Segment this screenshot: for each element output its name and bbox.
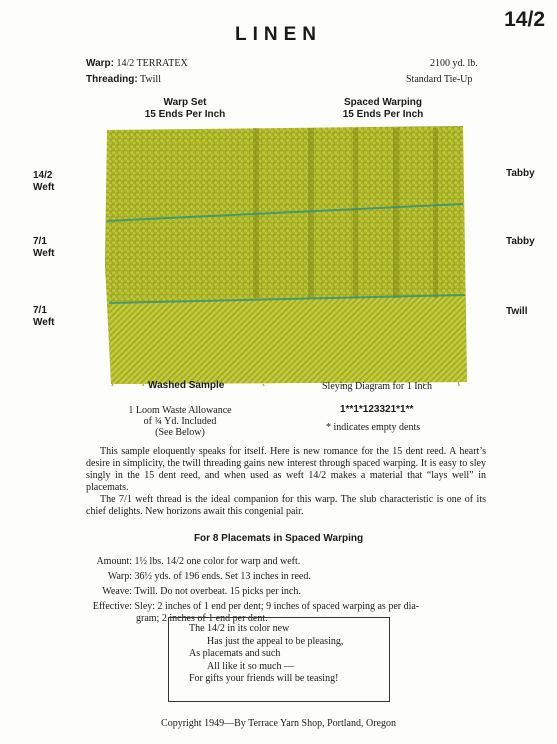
weave-label: Weave:	[102, 586, 132, 597]
sleying-diagram: 1**1*123321*1**	[340, 404, 414, 415]
twill-label: Twill	[506, 306, 528, 317]
warp-set-line1: Warp Set	[163, 97, 207, 108]
sleying-note: * indicates empty dents	[326, 422, 421, 433]
warp-value: 14/2 TERRATEX	[116, 58, 188, 69]
weft-label-1-yarn: 14/2	[33, 170, 53, 181]
fabric-swatch-image	[103, 124, 469, 386]
effective-line-2: gram; 2 inches of 1 end per dent.	[136, 613, 268, 624]
poem-line-4: All like it so much —	[207, 660, 294, 672]
poem-line-5: For gifts your friends will be teasing!	[189, 673, 339, 684]
warp-row	[86, 571, 506, 586]
warp-set-header	[120, 97, 250, 121]
yardage: 2100 yd. lb.	[430, 58, 478, 69]
amount-value: 1½ lbs. 14/2 one color for warp and weft.	[134, 556, 301, 567]
weft-label-2	[33, 236, 54, 260]
warp-label: Warp:	[86, 58, 114, 69]
poem-line-1: The 14/2 in its color new	[189, 623, 290, 634]
page-title: LINEN	[235, 24, 322, 45]
warp-row-label: Warp:	[107, 571, 132, 582]
tieup: Standard Tie-Up	[406, 74, 473, 85]
spaced-warping-line2: 15 Ends Per Inch	[342, 109, 424, 120]
weave-value: Twill. Do not overbeat. 15 picks per inch.	[134, 586, 301, 597]
tabby-label-2: Tabby	[506, 236, 535, 247]
spaced-warping-header	[318, 97, 448, 121]
effective-label: Effective:	[92, 601, 132, 612]
description-paragraph-2: The 7/1 weft thread is the ideal companion for this warp. The slub characteristic is one of its chief delights. New horizons await this congenial pair.	[86, 494, 486, 517]
loom-waste-note	[110, 405, 250, 438]
poem-box	[168, 617, 390, 702]
description-paragraph-1: This sample eloquently speaks for itself. Here is new romance for the 15 dent reed. A heart’s desire in simplicity, the twill threading gains new interest through spaced warping. It is easy to sley singly in the 15 dent reed, and when used as weft 14/2 makes a material that “lays well” in placemats.	[86, 446, 486, 493]
threading-label: Threading:	[86, 74, 138, 85]
weft-label-1-type: Weft	[33, 182, 55, 193]
loom-waste-line1: 1 Loom Waste Allowance	[128, 405, 232, 416]
weft-label-3	[33, 305, 54, 329]
placemats-heading: For 8 Placemats in Spaced Warping	[193, 533, 364, 544]
weft-label-2-type: Weft	[33, 248, 55, 259]
amount-label: Amount:	[96, 556, 132, 567]
loom-waste-line3: (See Below)	[155, 427, 205, 438]
amount-row	[86, 556, 506, 571]
warp-set-line2: 15 Ends Per Inch	[144, 109, 226, 120]
sleying-title: Sleying Diagram for 1 Inch	[322, 381, 432, 392]
tabby-label-1: Tabby	[506, 168, 535, 179]
washed-sample-label: Washed Sample	[148, 380, 225, 391]
warp-row-value: 36½ yds. of 196 ends. Set 13 inches in reed.	[134, 571, 311, 582]
weave-row	[86, 586, 506, 601]
poem-line-3: As placemats and such	[189, 648, 281, 659]
weft-label-3-yarn: 7/1	[33, 305, 47, 316]
threading-value: Twill	[140, 74, 161, 85]
weft-label-1	[33, 170, 54, 194]
weft-label-3-type: Weft	[33, 317, 55, 328]
copyright: Copyright 1949—By Terrace Yarn Shop, Portland, Oregon	[161, 718, 396, 729]
poem-line-2: Has just the appeal to be pleasing,	[207, 635, 344, 647]
spaced-warping-line1: Spaced Warping	[344, 97, 422, 108]
effective-line-1: Sley: 2 inches of 1 end per dent; 9 inches of spaced warping as per dia-	[134, 601, 420, 612]
placemats-details	[86, 556, 506, 625]
loom-waste-line2: of ¾ Yd. Included	[143, 416, 217, 427]
warp-info	[86, 58, 188, 69]
threading-info	[86, 74, 161, 85]
weft-label-2-yarn: 7/1	[33, 236, 47, 247]
page-number: 14/2	[504, 8, 545, 31]
